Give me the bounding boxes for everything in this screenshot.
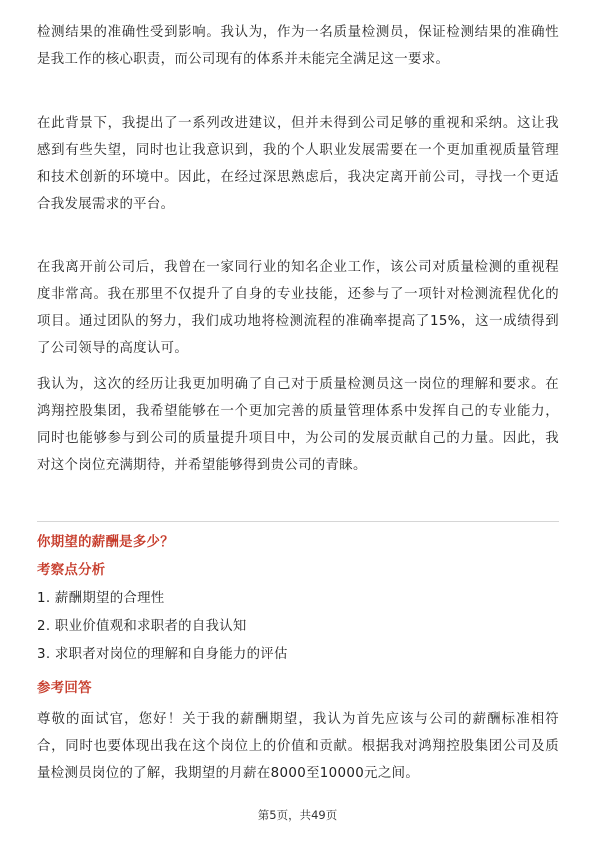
- paragraph-3: 在我离开前公司后，我曾在一家同行业的知名企业工作，该公司对质量检测的重视程度非常高。我在那里不仅提升了自身的专业技能，还参与了一项针对检测流程优化的项目。通过团队的努力，我们成功地将检测流程的准确率提高了15%，这一成绩得到了公司领导的高度认可。: [37, 260, 559, 356]
- paragraph-4: 我认为，这次的经历让我更加明确了自己对于质量检测员这一岗位的理解和要求。在鸿翔控股集团，我希望能够在一个更加完善的质量管理体系中发挥自己的专业能力，同时也能够参与到公司的质量提升项目中，为公司的发展贡献自己的力量。因此，我对这个岗位充满期待，并希望能够得到贵公司的青睐。: [37, 377, 559, 473]
- section-divider: [37, 521, 559, 522]
- analysis-point-3: 3. 求职者对岗位的理解和自身能力的评估: [37, 647, 288, 662]
- analysis-point-1: 1. 薪酬期望的合理性: [37, 591, 165, 606]
- paragraph-1: 检测结果的准确性受到影响。我认为，作为一名质量检测员，保证检测结果的准确性是我工作的核心职责，而公司现有的体系并未能完全满足这一要求。: [37, 25, 559, 67]
- interview-question: 你期望的薪酬是多少？: [37, 535, 174, 550]
- reference-answer-heading: 参考回答: [37, 681, 92, 696]
- reference-answer-text: 尊敬的面试官，您好！关于我的薪酬期望，我认为首先应该与公司的薪酬标准相符合，同时也要体现出我在这个岗位上的价值和贡献。根据我对鸿翔控股集团公司及质量检测员岗位的了解，我期望的月薪在8000至10000元之间。: [37, 712, 559, 781]
- paragraph-2: 在此背景下，我提出了一系列改进建议，但并未得到公司足够的重视和采纳。这让我感到有些失望，同时也让我意识到，我的个人职业发展需要在一个更加重视质量管理和技术创新的环境中。因此，在经过深思熟虑后，我决定离开前公司，寻找一个更适合我发展需求的平台。: [37, 116, 559, 212]
- analysis-point-2: 2. 职业价值观和求职者的自我认知: [37, 619, 247, 634]
- analysis-heading: 考察点分析: [37, 563, 106, 578]
- page-number-footer: 第5页，共49页: [257, 808, 338, 822]
